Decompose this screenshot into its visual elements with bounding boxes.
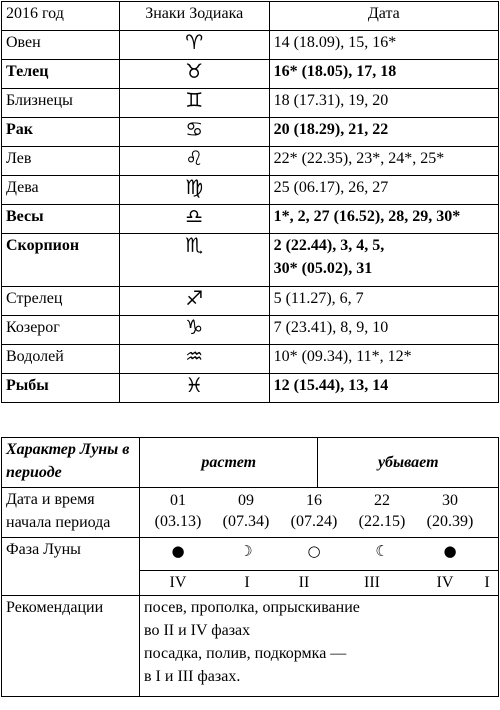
zodiac-sign-icon: ♏︎: [119, 234, 269, 287]
zodiac-sign-icon: ♓︎: [119, 374, 269, 403]
sign-dates: [269, 31, 498, 60]
period-time: (03.13): [154, 513, 202, 530]
zodiac-header-row: [2, 2, 499, 31]
period-date: [280, 490, 348, 532]
period-time: (07.24): [290, 513, 338, 530]
recommend-line: во II и IV фазах: [144, 622, 251, 639]
sign-date-line: 25 (06.17), 26, 27: [273, 179, 389, 196]
sign-dates: [269, 374, 498, 403]
period-day: 30: [442, 492, 458, 509]
sign-date-line: 7 (23.41), 8, 9, 10: [273, 319, 389, 336]
moon-phase-number: IV: [436, 574, 454, 591]
header-date: Дата: [269, 2, 498, 31]
zodiac-sign-icon: ♈︎: [119, 31, 269, 60]
period-label: Дата и время начала периода: [2, 488, 140, 538]
moon-phase-number: IV: [169, 574, 187, 591]
sign-dates: [269, 205, 498, 234]
sign-date-line: 16* (18.05), 17, 18: [273, 63, 397, 80]
waxing-label: растет: [140, 438, 318, 488]
recommend-label: Рекомендации: [2, 596, 140, 697]
recommend-line: посев, прополка, опрыскивание: [144, 599, 360, 616]
moon-phase-icon: ☽: [239, 542, 253, 560]
zodiac-rows: [2, 31, 499, 403]
zodiac-sign-icon: ♒︎: [119, 345, 269, 374]
phase-icons: [140, 538, 499, 571]
moon-phase-icon: ●: [171, 542, 185, 560]
zodiac-sign-icon: ♊︎: [119, 89, 269, 118]
sign-dates: [269, 316, 498, 345]
zodiac-sign-icon: ♎︎: [119, 205, 269, 234]
zodiac-row: [2, 176, 499, 205]
sign-date-line: 18 (17.31), 19, 20: [273, 92, 389, 109]
sign-date-line: 1*, 2, 27 (16.52), 28, 29, 30*: [273, 208, 461, 225]
moon-phase-icon: ●: [443, 542, 457, 560]
moon-phase-number: III: [364, 574, 380, 591]
period-time: (07.34): [222, 513, 270, 530]
sign-date-line: 22* (22.35), 23*, 24*, 25*: [273, 150, 445, 167]
header-year: 2016 год: [2, 2, 120, 31]
sign-date-line: 14 (18.09), 15, 16*: [273, 34, 397, 51]
zodiac-table: [1, 1, 499, 403]
moon-phase-number: I: [244, 574, 250, 591]
moon-phase-number: I: [484, 574, 490, 591]
sign-dates: [269, 287, 498, 316]
sign-dates: [269, 176, 498, 205]
zodiac-row: [2, 60, 499, 89]
zodiac-row: [2, 205, 499, 234]
sign-name: Весы: [2, 205, 120, 234]
period-dates: [140, 488, 499, 538]
sign-name: Скорпион: [2, 234, 120, 287]
moon-recommend-row: [2, 596, 499, 697]
moon-period-row: [2, 488, 499, 538]
zodiac-row: [2, 118, 499, 147]
zodiac-row: [2, 31, 499, 60]
header-signs: Знаки Зодиака: [119, 2, 269, 31]
zodiac-row: [2, 316, 499, 345]
recommend-line: в I и III фазах.: [144, 668, 241, 685]
sign-name: Лев: [2, 147, 120, 176]
zodiac-row: [2, 287, 499, 316]
moon-phase-icon: ○: [307, 542, 321, 560]
period-date: [348, 490, 416, 532]
period-date: [416, 490, 484, 532]
moon-character-label: Характер Луны в периоде: [2, 438, 140, 488]
phase-label: Фаза Луны: [2, 538, 140, 596]
sign-name: Дева: [2, 176, 120, 205]
sign-date-line: 10* (09.34), 11*, 12*: [273, 348, 412, 365]
sign-name: Близнецы: [2, 89, 120, 118]
sign-dates: [269, 147, 498, 176]
sign-dates: [269, 345, 498, 374]
sign-date-line: 30* (05.02), 31: [273, 260, 373, 277]
sign-name: Козерог: [2, 316, 120, 345]
period-day: 22: [374, 492, 390, 509]
sign-name: Стрелец: [2, 287, 120, 316]
recommend-line: посадка, полив, подкормка —: [144, 645, 347, 662]
sign-name: Овен: [2, 31, 120, 60]
zodiac-row: [2, 89, 499, 118]
sign-dates: [269, 60, 498, 89]
phase-numbers: [140, 571, 499, 596]
sign-date-line: 5 (11.27), 6, 7: [273, 290, 364, 307]
moon-character-row: [2, 438, 499, 488]
sign-dates: [269, 234, 498, 287]
zodiac-row: [2, 234, 499, 287]
sign-date-line: 2 (22.44), 3, 4, 5,: [273, 237, 385, 254]
sign-dates: [269, 118, 498, 147]
zodiac-sign-icon: ♐︎: [119, 287, 269, 316]
period-date: [144, 490, 212, 532]
zodiac-sign-icon: ♋︎: [119, 118, 269, 147]
sign-name: Водолей: [2, 345, 120, 374]
sign-name: Рыбы: [2, 374, 120, 403]
sign-date-line: 20 (18.29), 21, 22: [273, 121, 389, 138]
moon-phase-icon: ☾: [375, 542, 389, 560]
period-date: [212, 490, 280, 532]
zodiac-row: [2, 374, 499, 403]
zodiac-sign-icon: ♌︎: [119, 147, 269, 176]
period-day: 09: [238, 492, 254, 509]
period-day: 16: [306, 492, 322, 509]
zodiac-sign-icon: ♍︎: [119, 176, 269, 205]
waning-label: убывает: [318, 438, 499, 488]
moon-table: [1, 437, 499, 697]
zodiac-sign-icon: ♑︎: [119, 316, 269, 345]
sign-date-line: 12 (15.44), 13, 14: [273, 377, 389, 394]
moon-phase-number: II: [298, 574, 310, 591]
zodiac-row: [2, 345, 499, 374]
zodiac-row: [2, 147, 499, 176]
period-day: 01: [170, 492, 186, 509]
period-time: (20.39): [426, 513, 474, 530]
sign-name: Телец: [2, 60, 120, 89]
moon-phase-row: [2, 538, 499, 571]
sign-name: Рак: [2, 118, 120, 147]
sign-dates: [269, 89, 498, 118]
recommend-text: [140, 596, 499, 697]
period-time: (22.15): [358, 513, 406, 530]
zodiac-sign-icon: ♉︎: [119, 60, 269, 89]
